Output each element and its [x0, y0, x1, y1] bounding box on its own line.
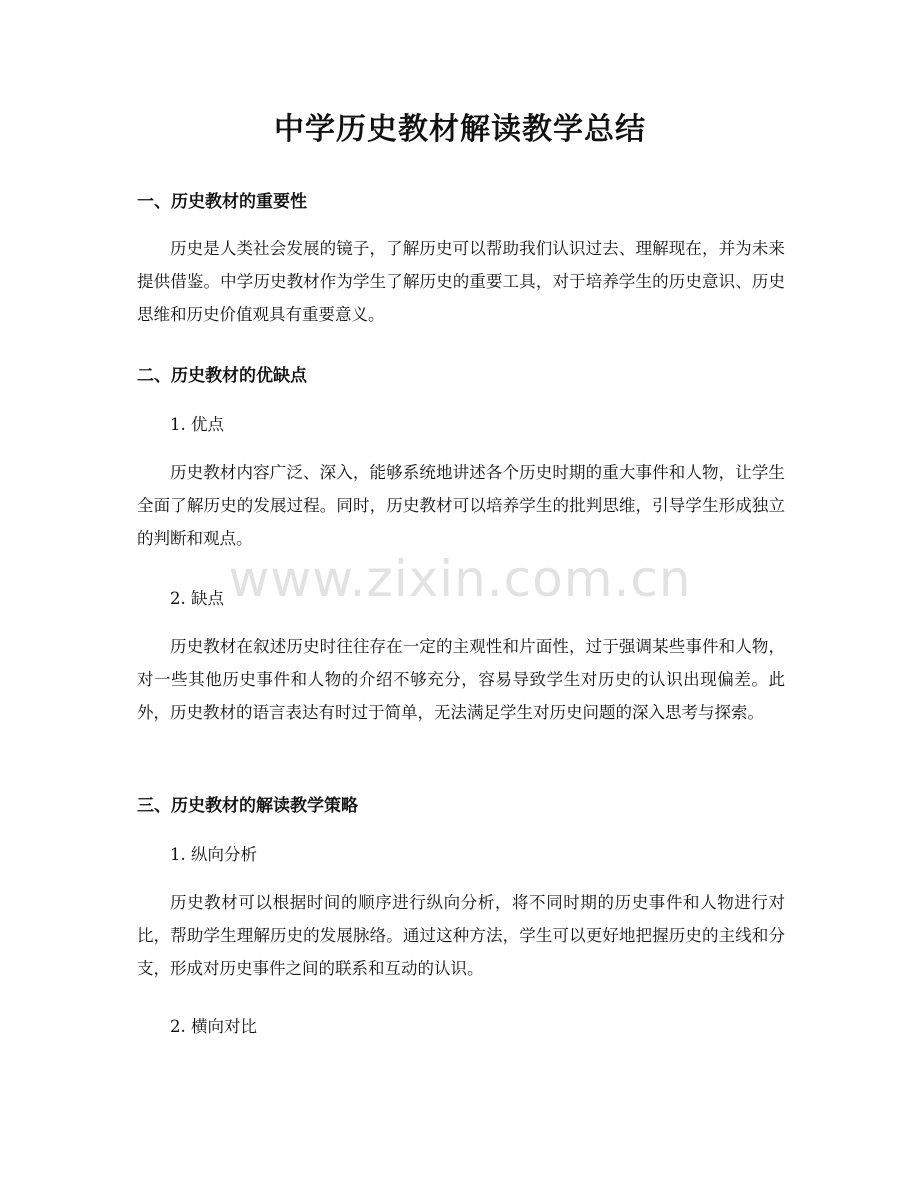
section-heading-pros-cons: 二、历史教材的优缺点 — [137, 366, 307, 386]
subheading-vertical-analysis: 1. 纵向分析 — [170, 845, 257, 864]
section-heading-strategies: 三、历史教材的解读教学策略 — [137, 796, 358, 816]
section-heading-importance: 一、历史教材的重要性 — [137, 192, 307, 212]
paragraph-importance: 历史是人类社会发展的镜子，了解历史可以帮助我们认识过去、理解现在，并为未来提供借鉴。中学历史教材作为学生了解历史的重要工具，对于培养学生的历史意识、历史思维和历史价值观具有重要意义。 — [137, 239, 785, 324]
subheading-horizontal-comparison: 2. 横向对比 — [170, 1017, 257, 1036]
paragraph-cons: 历史教材在叙述历史时往往存在一定的主观性和片面性，过于强调某些事件和人物，对一些其他历史事件和人物的介绍不够充分，容易导致学生对历史的认识出现偏差。此外，历史教材的语言表达有时过于简单，无法满足学生对历史问题的深入思考与探索。 — [137, 637, 785, 722]
subheading-pros: 1. 优点 — [170, 415, 224, 434]
paragraph-pros: 历史教材内容广泛、深入，能够系统地讲述各个历史时期的重大事件和人物，让学生全面了解历史的发展过程。同时，历史教材可以培养学生的批判思维，引导学生形成独立的判断和观点。 — [137, 463, 785, 548]
document-title: 中学历史教材解读教学总结 — [274, 112, 646, 147]
watermark: www.zixin.com.cn — [228, 550, 692, 608]
subheading-cons: 2. 缺点 — [170, 589, 224, 608]
paragraph-vertical-analysis: 历史教材可以根据时间的顺序进行纵向分析，将不同时期的历史事件和人物进行对比，帮助学生理解历史的发展脉络。通过这种方法，学生可以更好地把握历史的主线和分支，形成对历史事件之间的联系和互动的认识。 — [137, 893, 785, 978]
